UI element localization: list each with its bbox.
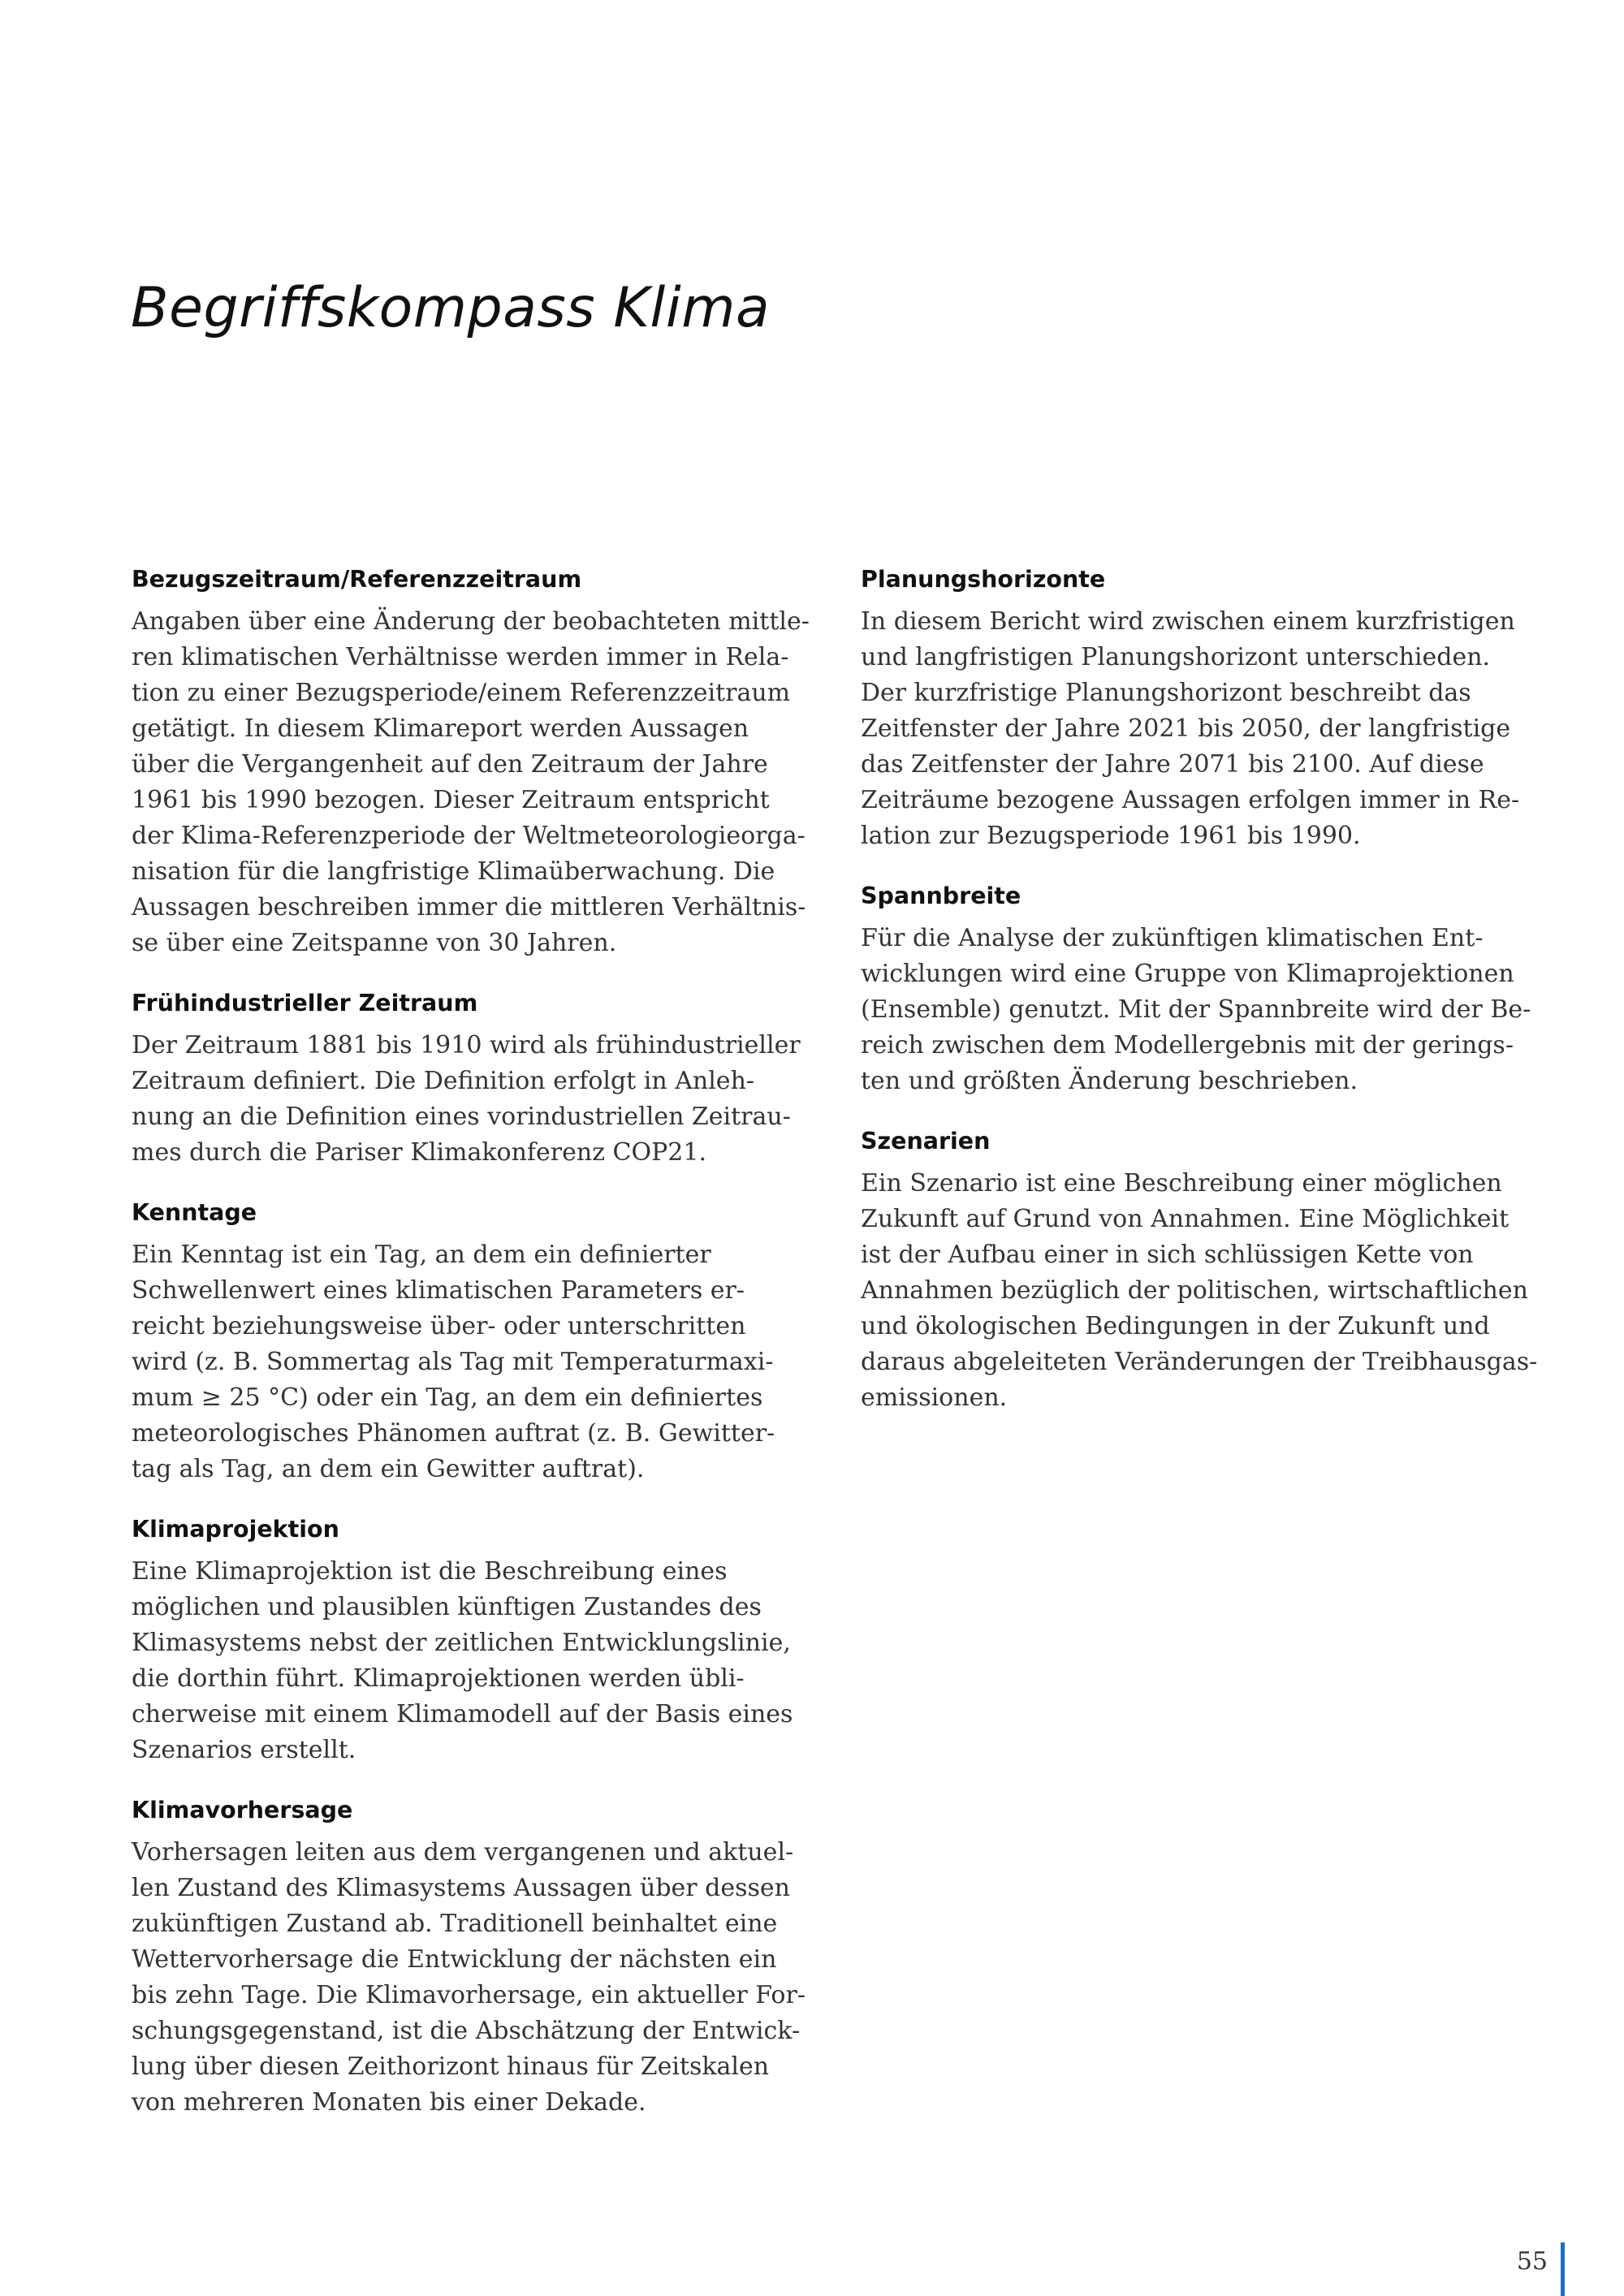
definition-line: len Zustand des Klimasystems Aussagen über dessen [132,1874,790,1902]
definition-line: cherweise mit einem Klimamodell auf der Basis eines [132,1700,793,1728]
definition-line: und langfristigen Planungshorizont unterschieden. [861,643,1491,671]
definition-line: emissionen. [861,1383,1008,1412]
definition-line: möglichen und plausiblen künftigen Zustandes des [132,1593,762,1621]
definition-line: Ein Kenntag ist ein Tag, an dem ein definierter [132,1241,711,1269]
term-heading: Planungshorizonte [861,566,1106,593]
definition-line: ren klimatischen Verhältnisse werden immer in Rela- [132,643,789,671]
definition-line: Angaben über eine Änderung der beobachteten mittle- [132,607,810,636]
term-definition [861,1166,1559,1416]
glossary-entry-kenntage [132,1189,824,1487]
definition-line: Zukunft auf Grund von Annahmen. Eine Möglichkeit [861,1205,1510,1233]
page-title: Begriffskompass Klima [131,276,771,340]
glossary-entry-klimavorhersage [132,1786,824,2121]
term-heading: Klimavorhersage [132,1797,353,1823]
definition-line: tag als Tag, an dem ein Gewitter auftrat). [132,1455,645,1483]
definition-line: Klimasystems nebst der zeitlichen Entwicklungslinie, [132,1629,791,1657]
definition-line: Eine Klimaprojektion ist die Beschreibung eines [132,1557,728,1586]
definition-line: ist der Aufbau einer in sich schlüssigen Kette von [861,1241,1474,1269]
definition-line: lung über diesen Zeithorizont hinaus für Zeitskalen [132,2052,770,2081]
definition-line: das Zeitfenster der Jahre 2071 bis 2100. Auf diese [861,750,1484,779]
term-definition [132,1554,824,1768]
term-definition [861,921,1559,1099]
term-heading: Frühindustrieller Zeitraum [132,990,478,1016]
definition-line: tion zu einer Bezugsperiode/einem Referenzzeitraum [132,679,791,707]
definition-line: wicklungen wird eine Gruppe von Klimaprojektionen [861,960,1514,988]
definition-line: zukünftigen Zustand ab. Traditionell beinhaltet eine [132,1910,778,1938]
term-heading: Szenarien [861,1128,991,1154]
definition-line: lation zur Bezugsperiode 1961 bis 1990. [861,822,1361,850]
definition-line: Annahmen bezüglich der politischen, wirtschaftlichen [861,1276,1528,1305]
term-heading: Kenntage [132,1199,257,1226]
page-number: 55 [1516,2247,1548,2276]
definition-line: bis zehn Tage. Die Klimavorhersage, ein aktueller For- [132,1981,806,2009]
definition-line: von mehreren Monaten bis einer Dekade. [132,2088,646,2117]
term-heading: Bezugszeitraum/Referenzzeitraum [132,566,582,593]
definition-line: meteorologisches Phänomen auftrat (z. B. Gewitter- [132,1419,775,1448]
definition-line: nisation für die langfristige Klimaüberwachung. Die [132,857,775,886]
glossary-entry-klimaprojektion [132,1505,824,1768]
definition-line: 1961 bis 1990 bezogen. Dieser Zeitraum entspricht [132,786,770,814]
definition-line: der Klima-Referenzperiode der Weltmeteorologieorga- [132,822,806,850]
definition-line: Zeiträume bezogene Aussagen erfolgen immer in Re- [861,786,1520,814]
definition-line: Zeitraum definiert. Die Definition erfolgt in Anleh- [132,1067,755,1095]
definition-line: über die Vergangenheit auf den Zeitraum der Jahre [132,750,768,779]
definition-line: (Ensemble) genutzt. Mit der Spannbreite wird der Be- [861,995,1531,1024]
term-definition [132,1237,824,1487]
definition-line: und ökologischen Bedingungen in der Zukunft und [861,1312,1490,1340]
definition-line: Zeitfenster der Jahre 2021 bis 2050, der langfristige [861,714,1511,743]
definition-line: Wettervorhersage die Entwicklung der nächsten ein [132,1945,777,1974]
term-heading: Spannbreite [861,883,1021,909]
definition-line: wird (z. B. Sommertag als Tag mit Temperaturmaxi- [132,1348,774,1376]
definition-line: Der Zeitraum 1881 bis 1910 wird als frühindustrieller [132,1031,801,1060]
definition-line: daraus abgeleiteten Veränderungen der Treibhausgas- [861,1348,1538,1376]
definition-line: Vorhersagen leiten aus dem vergangenen und aktuel- [132,1838,794,1867]
term-definition [132,1835,824,2121]
definition-line: se über eine Zeitspanne von 30 Jahren. [132,929,617,957]
glossary-entry-fruehindustrieller-zeitraum [132,979,824,1171]
page-number-rule [1561,2242,1565,2296]
term-definition [861,604,1559,854]
definition-line: Ein Szenario ist eine Beschreibung einer möglichen [861,1169,1502,1198]
definition-line: getätigt. In diesem Klimareport werden Aussagen [132,714,749,743]
definition-line: mum ≥ 25 °C) oder ein Tag, an dem ein definiertes [132,1383,763,1412]
definition-line: Szenarios erstellt. [132,1736,356,1764]
glossary-entry-planungshorizonte [861,555,1559,854]
left-column [132,555,824,2121]
definition-line: Für die Analyse der zukünftigen klimatischen Ent- [861,924,1484,952]
definition-line: Aussagen beschreiben immer die mittleren Verhältnis- [132,893,806,921]
term-definition [132,1028,824,1171]
right-column [861,555,1559,1416]
definition-line: reich zwischen dem Modellergebnis mit der gerings- [861,1031,1514,1060]
glossary-entry-spannbreite [861,872,1559,1099]
definition-line: Der kurzfristige Planungshorizont beschreibt das [861,679,1471,707]
definition-line: reicht beziehungsweise über- oder unterschritten [132,1312,746,1340]
definition-line: ten und größten Änderung beschrieben. [861,1067,1358,1095]
glossary-entry-bezugszeitraum [132,555,824,961]
definition-line: die dorthin führt. Klimaprojektionen werden übli- [132,1664,745,1693]
term-definition [132,604,824,961]
definition-line: schungsgegenstand, ist die Abschätzung der Entwick- [132,2017,801,2045]
definition-line: mes durch die Pariser Klimakonferenz COP21. [132,1138,706,1167]
term-heading: Klimaprojektion [132,1516,339,1543]
definition-line: In diesem Bericht wird zwischen einem kurzfristigen [861,607,1515,636]
glossary-entry-szenarien [861,1117,1559,1416]
definition-line: nung an die Definition eines vorindustriellen Zeitrau- [132,1103,791,1131]
definition-line: Schwellenwert eines klimatischen Parameters er- [132,1276,745,1305]
